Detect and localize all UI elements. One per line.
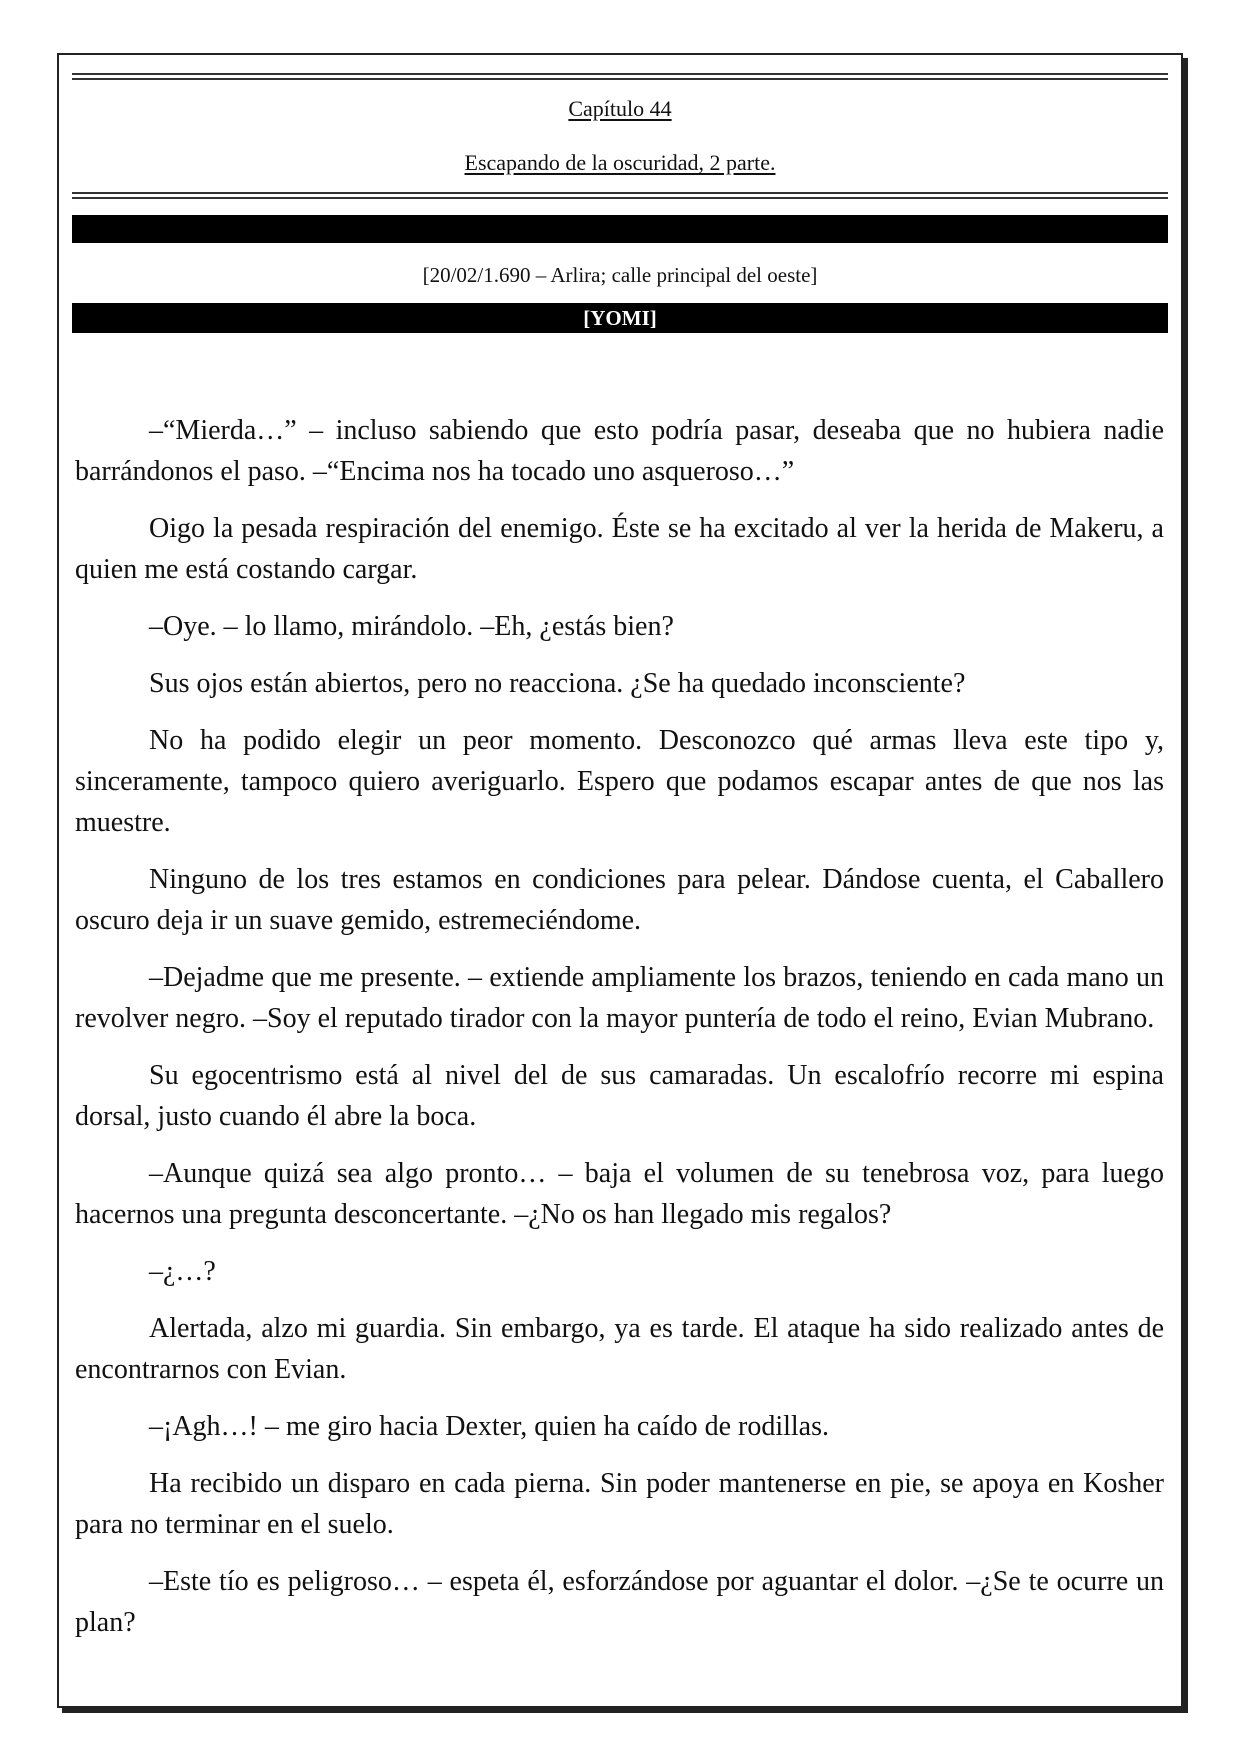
paragraph: Oigo la pesada respiración del enemigo. Éste se ha excitado al ver la herida de Makeru, a quien me está costando cargar.: [75, 513, 1164, 585]
paragraph: –¿…?: [149, 1256, 216, 1287]
body-text: [75, 410, 1164, 1659]
chapter-number: Capítulo 44: [568, 96, 672, 121]
page-content: [72, 73, 1168, 1706]
paragraph: –Este tío es peligroso… – espeta él, esforzándose por aguantar el dolor. –¿Se te ocurre un plan?: [75, 1566, 1164, 1638]
paragraph: –“Mierda…” – incluso sabiendo que esto podría pasar, deseaba que no hubiera nadie barrándonos el paso. –“Encima nos ha tocado uno asqueroso…”: [75, 415, 1164, 487]
pov-label: [YOMI]: [72, 303, 1168, 333]
chapter-title: Escapando de la oscuridad, 2 parte.: [464, 150, 776, 175]
paragraph: Alertada, alzo mi guardia. Sin embargo, ya es tarde. El ataque ha sido realizado antes de encontrarnos con Evian.: [75, 1313, 1164, 1385]
paragraph: –Aunque quizá sea algo pronto… – baja el volumen de su tenebrosa voz, para luego hacernos una pregunta desconcertante. –¿No os han llegado mis regalos?: [75, 1158, 1164, 1230]
title-rule-top: [72, 73, 1168, 80]
paragraph: Ha recibido un disparo en cada pierna. Sin poder mantenerse en pie, se apoya en Kosher para no terminar en el suelo.: [75, 1468, 1164, 1540]
paragraph: Ninguno de los tres estamos en condiciones para pelear. Dándose cuenta, el Caballero oscuro deja ir un suave gemido, estremeciéndome.: [75, 864, 1164, 936]
paragraph: No ha podido elegir un peor momento. Desconozco qué armas lleva este tipo y, sinceramente, tampoco quiero averiguarlo. Espero que podamos escapar antes de que nos las muestre.: [75, 725, 1164, 838]
paragraph: Sus ojos están abiertos, pero no reacciona. ¿Se ha quedado inconsciente?: [149, 668, 966, 699]
title-rule-bottom: [72, 192, 1168, 199]
paragraph: –Dejadme que me presente. – extiende ampliamente los brazos, teniendo en cada mano un revolver negro. –Soy el reputado tirador con la mayor puntería de todo el reino, Evian Mubrano.: [75, 962, 1164, 1034]
page-frame: [57, 53, 1183, 1708]
scene-heading: [20/02/1.690 – Arlira; calle principal del oeste]: [422, 263, 818, 287]
paragraph: –Oye. – lo llamo, mirándolo. –Eh, ¿estás bien?: [149, 611, 674, 642]
paragraph: –¡Agh…! – me giro hacia Dexter, quien ha caído de rodillas.: [149, 1411, 829, 1442]
separator-bar: [72, 215, 1168, 243]
paragraph: Su egocentrismo está al nivel del de sus camaradas. Un escalofrío recorre mi espina dorsal, justo cuando él abre la boca.: [75, 1060, 1164, 1132]
